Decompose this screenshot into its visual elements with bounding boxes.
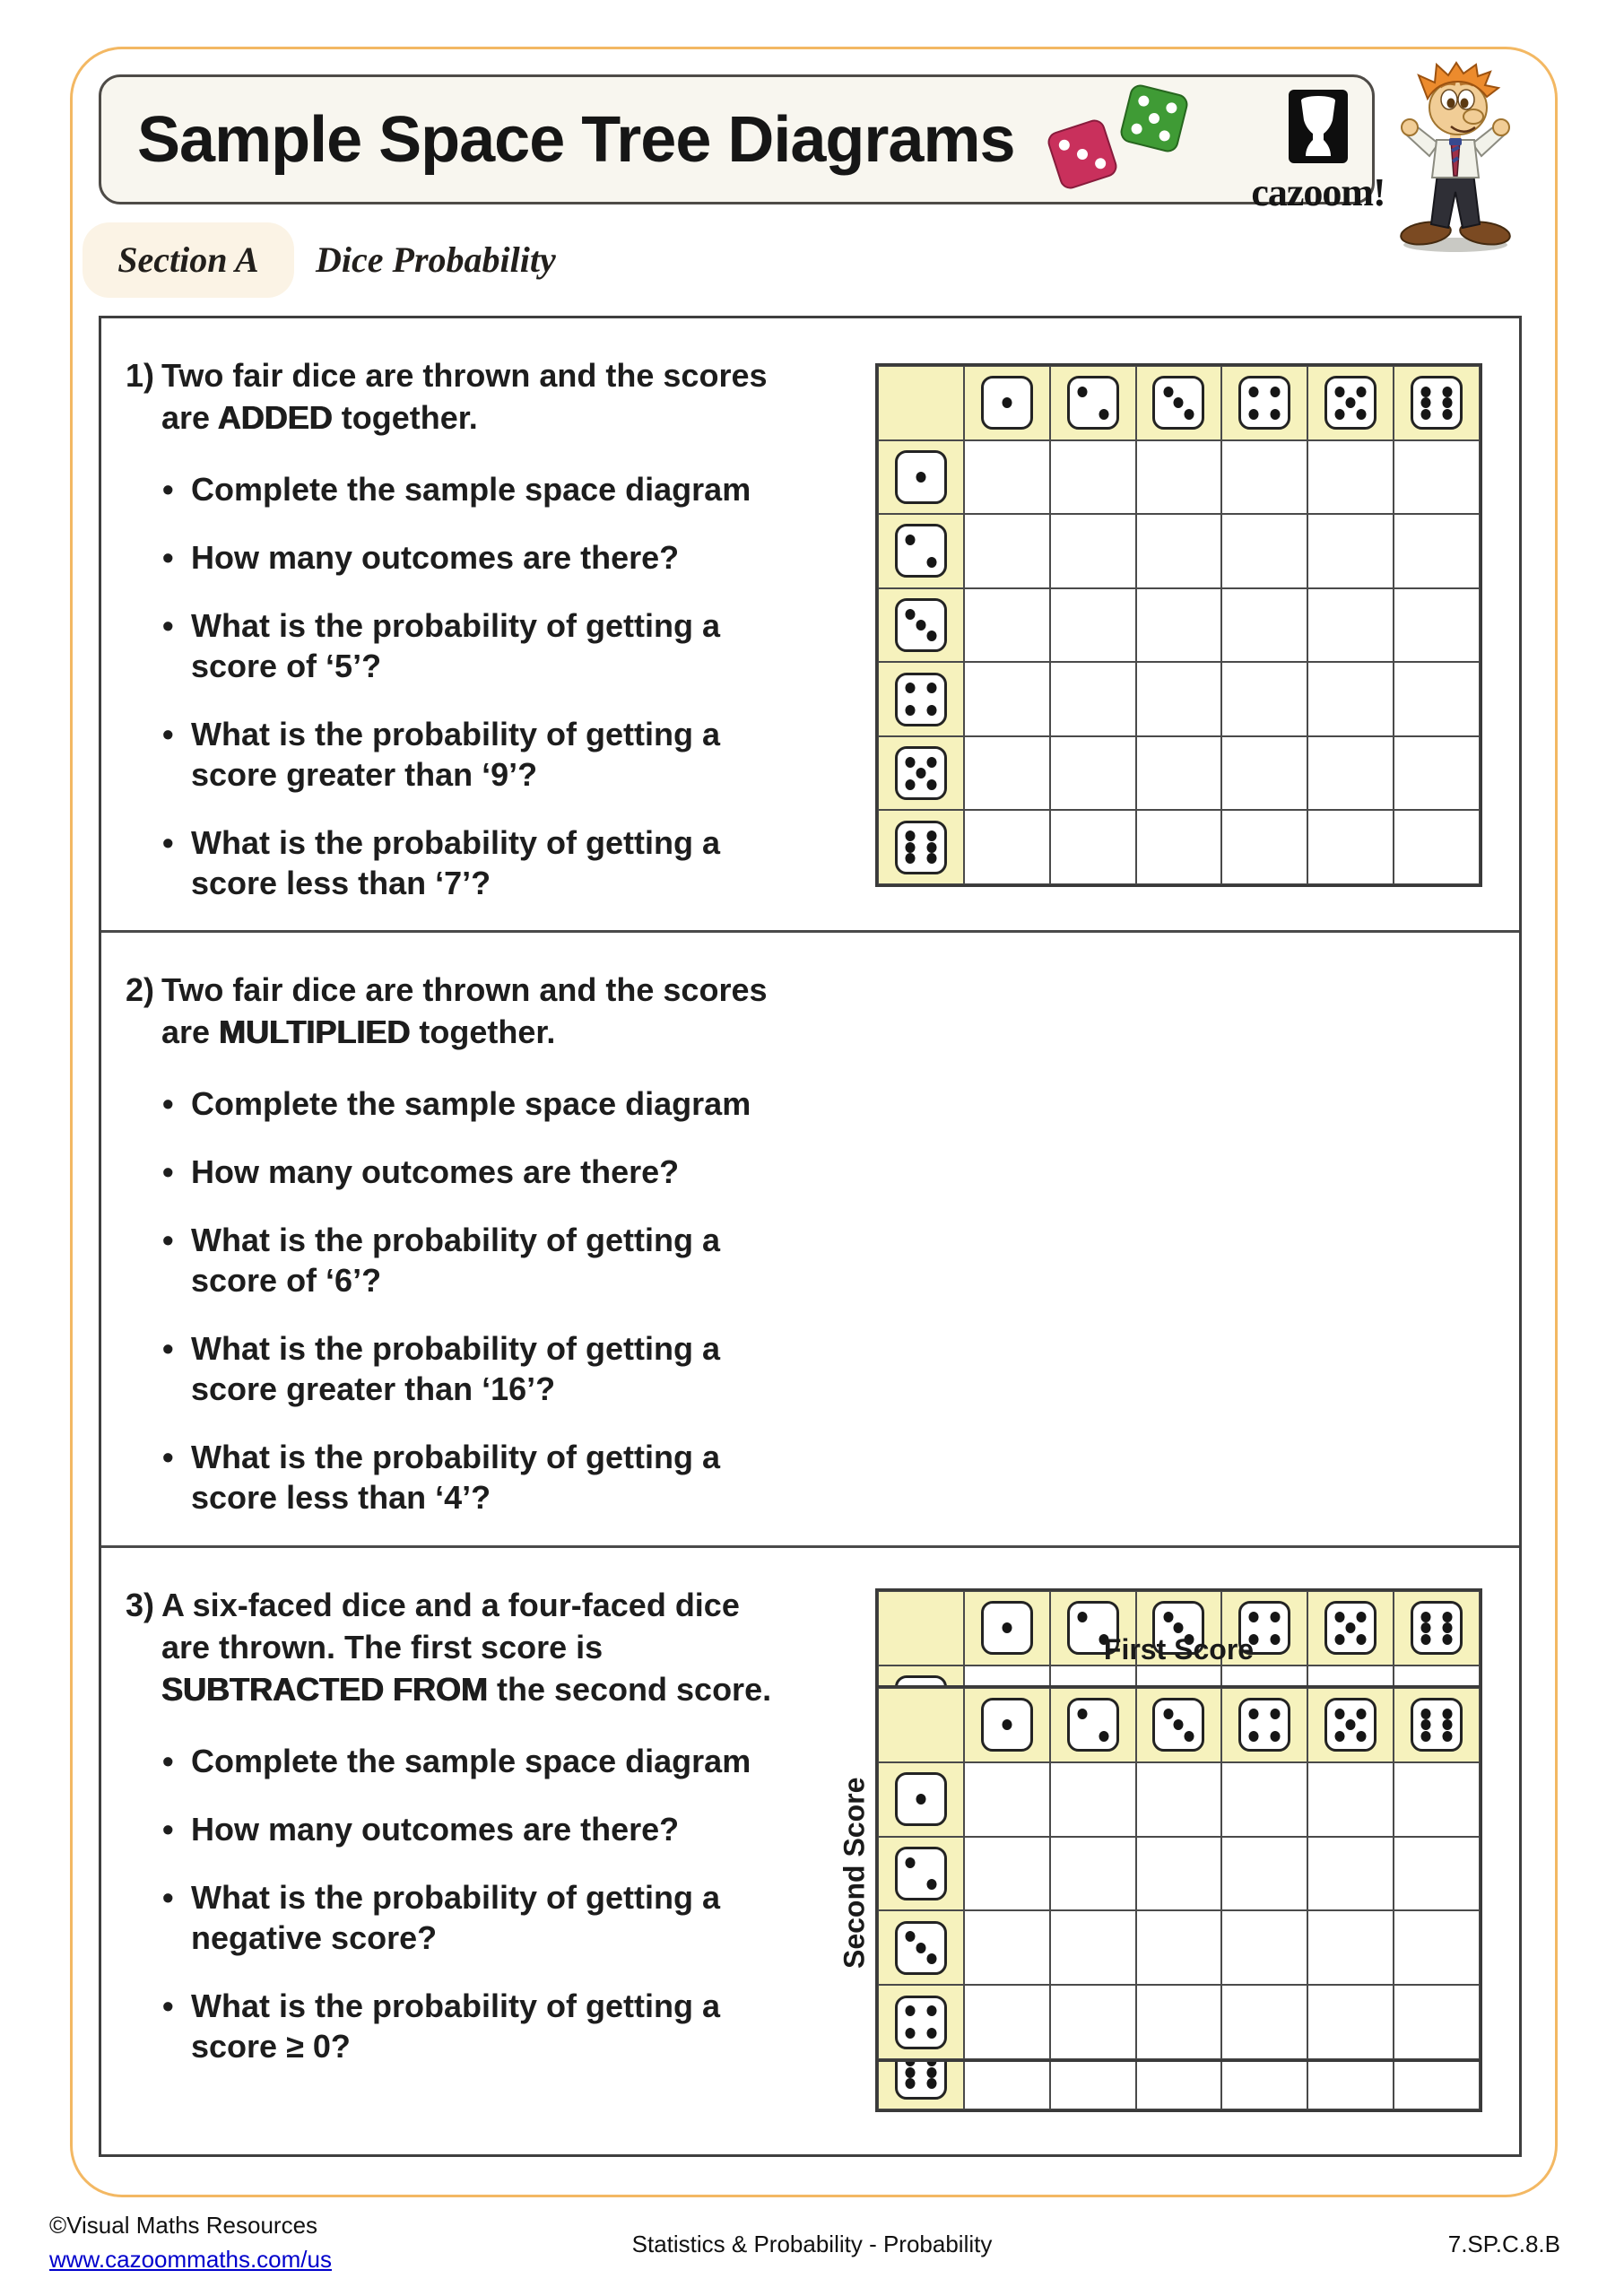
- die-pip: [1421, 397, 1431, 408]
- die-4-icon: [1238, 1698, 1290, 1752]
- grid-answer-cell[interactable]: [1307, 440, 1394, 515]
- die-pip: [926, 557, 936, 568]
- die-4-icon: [895, 1996, 947, 2049]
- die-pip: [1185, 409, 1194, 420]
- grid-header-cell: [1050, 366, 1136, 440]
- bullet-item: • Complete the sample space diagram: [191, 1083, 794, 1124]
- die-6-icon: [1411, 1698, 1463, 1752]
- die-pip: [1249, 1731, 1259, 1742]
- cazoom-drum-icon: [1289, 90, 1348, 163]
- die-2-icon: [895, 1847, 947, 1900]
- sample-space-grid-subtraction: [875, 1685, 1482, 2062]
- bullet-item: • What is the probability of getting a negative score?: [191, 1877, 794, 1958]
- die-pip: [1185, 1731, 1194, 1742]
- grid-answer-cell[interactable]: [1394, 662, 1480, 736]
- grid-answer-cell[interactable]: [1221, 1985, 1307, 2059]
- die-4-icon: [1238, 376, 1290, 430]
- grid-answer-cell[interactable]: [1221, 1762, 1307, 1837]
- grid-answer-cell[interactable]: [964, 1910, 1050, 1985]
- die-pip: [1099, 409, 1108, 420]
- grid-answer-cell[interactable]: [1394, 588, 1480, 663]
- grid-answer-cell[interactable]: [1307, 588, 1394, 663]
- cazoom-logo: [1233, 90, 1403, 215]
- die-pip: [1346, 397, 1356, 408]
- bullet-item: • How many outcomes are there?: [191, 537, 794, 578]
- grid-answer-cell[interactable]: [1394, 1837, 1480, 1911]
- section-label: Section A: [117, 239, 259, 280]
- intro-text: together.: [410, 1013, 556, 1050]
- grid-answer-cell[interactable]: [1050, 662, 1136, 736]
- grid-answer-cell[interactable]: [1050, 736, 1136, 811]
- die-pip: [905, 831, 915, 841]
- grid-answer-cell[interactable]: [1136, 1910, 1222, 1985]
- grid-answer-cell[interactable]: [1307, 1985, 1394, 2059]
- grid-answer-cell[interactable]: [1050, 1985, 1136, 2059]
- die-pip: [1335, 409, 1345, 420]
- grid-header-cell: [1221, 1688, 1307, 1762]
- grid-answer-cell[interactable]: [964, 440, 1050, 515]
- grid-answer-cell[interactable]: [1394, 1910, 1480, 1985]
- die-pip: [1421, 387, 1431, 397]
- bullet-item: • Complete the sample space diagram: [191, 469, 794, 509]
- die-pip: [905, 2005, 915, 2016]
- die-5-icon: [895, 746, 947, 800]
- die-pip: [1271, 1709, 1281, 1719]
- grid-header-cell: [1394, 1688, 1480, 1762]
- die-pip: [926, 853, 936, 864]
- footer-copyright: ©Visual Maths Resources: [49, 2212, 318, 2239]
- grid-header-cell: [964, 1688, 1050, 1762]
- first-score-label: First Score: [1103, 1633, 1255, 1665]
- question-intro: [161, 969, 789, 1053]
- grid-answer-cell[interactable]: [1136, 810, 1222, 884]
- die-3-icon: [895, 1921, 947, 1975]
- footer-subject: Statistics & Probability - Probability: [631, 2231, 993, 2257]
- die-4-icon: [895, 673, 947, 726]
- die-pip: [1357, 1731, 1367, 1742]
- grid-answer-cell[interactable]: [1221, 514, 1307, 588]
- grid-answer-cell[interactable]: [1136, 514, 1222, 588]
- die-pip: [926, 1879, 936, 1890]
- die-pip: [905, 535, 915, 545]
- die-pip: [926, 842, 936, 853]
- grid-answer-cell[interactable]: [964, 1762, 1050, 1837]
- grid-header-cell: [964, 366, 1050, 440]
- die-pip: [1002, 1719, 1012, 1730]
- die-pip: [905, 1931, 915, 1942]
- grid-answer-cell[interactable]: [1221, 1910, 1307, 1985]
- die-pip: [905, 683, 915, 693]
- section-title: Dice Probability: [316, 239, 556, 280]
- die-5-icon: [1324, 1698, 1376, 1752]
- die-pip: [905, 779, 915, 790]
- die-pip: [1271, 1731, 1281, 1742]
- bullet-item: • How many outcomes are there?: [191, 1809, 794, 1849]
- second-score-label: Second Score: [838, 1777, 871, 1969]
- bullet-item: • What is the probability of getting a score less than ‘4’?: [191, 1437, 794, 1518]
- grid-header-cell: [1221, 366, 1307, 440]
- die-pip: [1249, 409, 1259, 420]
- die-pip: [1421, 409, 1431, 420]
- grid-header-cell: [878, 588, 964, 663]
- grid-answer-cell[interactable]: [964, 736, 1050, 811]
- grid-answer-cell[interactable]: [1307, 514, 1394, 588]
- grid-header-cell: [1136, 366, 1222, 440]
- grid-answer-cell[interactable]: [1394, 1762, 1480, 1837]
- grid-header-cell: [878, 1910, 964, 1985]
- grid-answer-cell[interactable]: [1307, 810, 1394, 884]
- die-5-icon: [1324, 376, 1376, 430]
- die-pip: [1002, 397, 1012, 408]
- die-pip: [1421, 1719, 1431, 1730]
- grid-answer-cell[interactable]: [1394, 514, 1480, 588]
- die-pip: [905, 853, 915, 864]
- intro-text: A six-faced dice and a four-faced dice are thrown. The first score is: [161, 1587, 740, 1665]
- intro-emphasis: MULTIPLIED: [219, 1013, 411, 1050]
- bullet-item: • What is the probability of getting a score less than ‘7’?: [191, 822, 794, 903]
- die-3-icon: [895, 598, 947, 652]
- grid-answer-cell[interactable]: [1221, 662, 1307, 736]
- grid-answer-cell[interactable]: [964, 1837, 1050, 1911]
- die-1-icon: [895, 450, 947, 504]
- die-pip: [1335, 1709, 1345, 1719]
- grid-answer-cell[interactable]: [1050, 440, 1136, 515]
- grid-answer-cell[interactable]: [1307, 1910, 1394, 1985]
- die-pip: [1335, 387, 1345, 397]
- grid-answer-cell[interactable]: [1394, 1985, 1480, 2059]
- die-pip: [1335, 1731, 1345, 1742]
- die-pip: [1421, 1709, 1431, 1719]
- die-pip: [916, 768, 925, 778]
- grid-header-cell: [1307, 1688, 1394, 1762]
- die-pip: [905, 757, 915, 768]
- die-pip: [905, 1857, 915, 1868]
- die-pip: [905, 842, 915, 853]
- die-pip: [916, 472, 925, 483]
- grid-answer-cell[interactable]: [1307, 1837, 1394, 1911]
- grid-answer-cell[interactable]: [1136, 1837, 1222, 1911]
- grid-header-cell: [878, 1762, 964, 1837]
- die-pip: [1346, 1719, 1356, 1730]
- grid-answer-cell[interactable]: [1050, 810, 1136, 884]
- brand-die-pink-icon: [1041, 113, 1124, 196]
- grid-answer-cell[interactable]: [1221, 588, 1307, 663]
- grid-answer-cell[interactable]: [1221, 810, 1307, 884]
- grid-answer-cell[interactable]: [1050, 1910, 1136, 1985]
- section-label-pill: [83, 222, 294, 298]
- grid-answer-cell[interactable]: [964, 588, 1050, 663]
- grid-header-cell: [878, 1985, 964, 2059]
- die-6-icon: [1411, 376, 1463, 430]
- die-pip: [926, 705, 936, 716]
- grid-header-cell: [878, 514, 964, 588]
- grid-header-cell: [1136, 1688, 1222, 1762]
- grid-answer-cell[interactable]: [964, 662, 1050, 736]
- grid-header-cell: [878, 810, 964, 884]
- die-pip: [1271, 387, 1281, 397]
- die-pip: [926, 631, 936, 641]
- die-pip: [1163, 387, 1173, 397]
- bullet-item: • What is the probability of getting a score greater than ‘9’?: [191, 714, 794, 795]
- intro-emphasis: SUBTRACTED FROM: [161, 1671, 488, 1708]
- grid-answer-cell[interactable]: [1394, 440, 1480, 515]
- grid-answer-cell[interactable]: [1307, 662, 1394, 736]
- question-1: [101, 318, 1519, 930]
- grid-header-cell: [1394, 366, 1480, 440]
- title-box: [99, 74, 1385, 214]
- die-pip: [926, 2005, 936, 2016]
- die-pip: [916, 620, 925, 631]
- footer-link[interactable]: www.cazoommaths.com/us: [49, 2246, 332, 2273]
- grid-answer-cell[interactable]: [1394, 736, 1480, 811]
- question-intro: [161, 354, 789, 439]
- die-pip: [926, 831, 936, 841]
- die-2-icon: [1067, 1698, 1119, 1752]
- cazoom-character-illustration: [1388, 61, 1523, 254]
- intro-text: Two fair dice are thrown and the scores are: [161, 971, 768, 1050]
- grid-answer-cell[interactable]: [1136, 588, 1222, 663]
- question-number: 3): [126, 1587, 155, 1623]
- die-pip: [1077, 1709, 1087, 1719]
- grid-header-cell: [1307, 366, 1394, 440]
- questions-panel: [99, 316, 1522, 2157]
- bullet-item: • What is the probability of getting a score of ‘6’?: [191, 1220, 794, 1300]
- die-3-icon: [1152, 376, 1204, 430]
- grid-header-cell: [1050, 1688, 1136, 1762]
- bullet-item: • Complete the sample space diagram: [191, 1741, 794, 1781]
- page-title: Sample Space Tree Diagrams: [137, 103, 1015, 176]
- intro-text: together.: [332, 399, 478, 436]
- die-1-icon: [895, 1772, 947, 1826]
- die-pip: [916, 1943, 925, 1953]
- die-pip: [1357, 387, 1367, 397]
- question-2: [101, 933, 1519, 1545]
- bullet-list: [191, 1083, 1519, 1518]
- grid-answer-cell[interactable]: [1221, 736, 1307, 811]
- die-pip: [926, 779, 936, 790]
- grid-answer-cell[interactable]: [1136, 662, 1222, 736]
- die-pip: [1443, 397, 1453, 408]
- grid-answer-cell[interactable]: [1050, 1837, 1136, 1911]
- grid-answer-cell[interactable]: [1050, 1762, 1136, 1837]
- die-2-icon: [1067, 376, 1119, 430]
- question-number: 2): [126, 971, 155, 1008]
- die-pip: [1099, 1731, 1108, 1742]
- die-pip: [916, 1794, 925, 1805]
- bullet-item: • What is the probability of getting a score greater than ‘16’?: [191, 1328, 794, 1409]
- die-pip: [1443, 1719, 1453, 1730]
- grid-corner-cell: [878, 1688, 964, 1762]
- die-3-icon: [1152, 1698, 1204, 1752]
- die-1-icon: [981, 1698, 1033, 1752]
- die-pip: [926, 683, 936, 693]
- brand-die-green-icon: [1113, 77, 1195, 160]
- die-6-icon: [895, 821, 947, 874]
- grid-answer-cell[interactable]: [1050, 588, 1136, 663]
- die-pip: [1443, 387, 1453, 397]
- grid-answer-cell[interactable]: [1136, 736, 1222, 811]
- die-pip: [926, 757, 936, 768]
- grid-header-cell: [878, 440, 964, 515]
- die-pip: [1249, 1709, 1259, 1719]
- grid-answer-cell[interactable]: [1394, 810, 1480, 884]
- die-pip: [1357, 409, 1367, 420]
- grid-answer-cell[interactable]: [1307, 1762, 1394, 1837]
- die-pip: [1271, 409, 1281, 420]
- die-pip: [1443, 409, 1453, 420]
- bullet-item: • What is the probability of getting a score ≥ 0?: [191, 1986, 794, 2066]
- die-pip: [1421, 1731, 1431, 1742]
- die-pip: [1174, 397, 1184, 408]
- grid-header-cell: [878, 662, 964, 736]
- question-number: 1): [126, 357, 155, 394]
- grid-header-cell: [878, 1837, 964, 1911]
- grid-answer-cell[interactable]: [964, 514, 1050, 588]
- grid-answer-cell[interactable]: [1136, 1985, 1222, 2059]
- die-pip: [1443, 1709, 1453, 1719]
- grid-answer-cell[interactable]: [1136, 440, 1222, 515]
- grid-header-cell: [878, 736, 964, 811]
- die-pip: [905, 609, 915, 620]
- intro-text: Two fair dice are thrown and the scores are: [161, 357, 768, 436]
- die-pip: [1163, 1709, 1173, 1719]
- intro-text: the second score.: [487, 1671, 772, 1708]
- die-pip: [926, 2028, 936, 2039]
- die-pip: [1174, 1719, 1184, 1730]
- die-pip: [905, 705, 915, 716]
- grid-answer-cell[interactable]: [1050, 514, 1136, 588]
- grid-answer-cell[interactable]: [1221, 440, 1307, 515]
- die-pip: [926, 1953, 936, 1964]
- question-intro: [161, 1584, 789, 1710]
- bullet-item: • How many outcomes are there?: [191, 1152, 794, 1192]
- grid-answer-cell[interactable]: [964, 810, 1050, 884]
- die-1-icon: [981, 376, 1033, 430]
- die-2-icon: [895, 524, 947, 578]
- grid-corner-cell: [878, 366, 964, 440]
- cazoom-logo-text: cazoom!: [1251, 170, 1385, 214]
- intro-emphasis: ADDED: [217, 399, 333, 436]
- die-pip: [1249, 387, 1259, 397]
- bullet-item: • What is the probability of getting a score of ‘5’?: [191, 605, 794, 686]
- sample-space-grid-addition: [875, 363, 1482, 887]
- grid-answer-cell[interactable]: [964, 1985, 1050, 2059]
- grid-answer-cell[interactable]: [1221, 1837, 1307, 1911]
- footer-standard: 7.SP.C.8.B: [1447, 2231, 1560, 2257]
- die-pip: [1077, 387, 1087, 397]
- die-pip: [1357, 1709, 1367, 1719]
- grid-answer-cell[interactable]: [1307, 736, 1394, 811]
- die-pip: [905, 2028, 915, 2039]
- die-pip: [1443, 1731, 1453, 1742]
- grid-answer-cell[interactable]: [1136, 1762, 1222, 1837]
